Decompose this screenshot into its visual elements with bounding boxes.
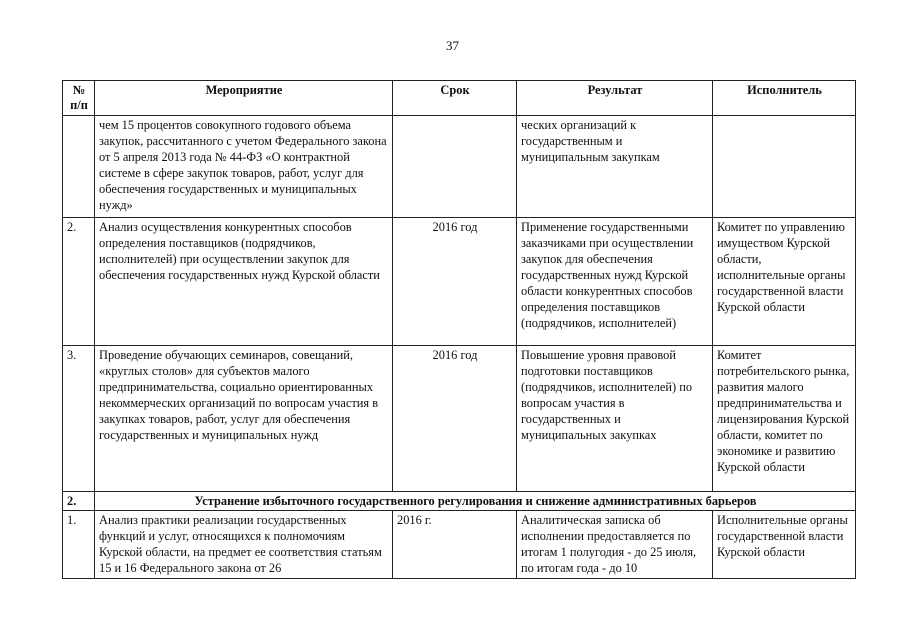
table-row bbox=[63, 346, 856, 492]
cell-result: Применение государственными заказчиками при осуществлении закупок для обеспечения государственных нужд Курской области конкурентных способов определения поставщиков (подрядчиков, исполнителей) bbox=[517, 218, 713, 346]
cell-activity: чем 15 процентов совокупного годового объема закупок, рассчитанного с учетом Федерального закона от 5 апреля 2013 года № 44-ФЗ «О контрактной системе в сфере закупок товаров, работ, услуг для обеспечения государственных и муниципальных нужд» bbox=[95, 116, 393, 218]
table-row bbox=[63, 116, 856, 218]
cell-result: ческих организаций к государственным и муниципальным закупкам bbox=[517, 116, 713, 218]
cell-number bbox=[63, 116, 95, 218]
page-number: 37 bbox=[446, 38, 459, 53]
header-activity: Мероприятие bbox=[95, 81, 393, 116]
header-number: № п/п bbox=[63, 81, 95, 116]
cell-activity: Анализ практики реализации государственных функций и услуг, относящихся к полномочиям Курской области, на предмет ее соответствия статьям 15 и 16 Федерального закона от 26 bbox=[95, 511, 393, 579]
cell-activity: Анализ осуществления конкурентных способов определения поставщиков (подрядчиков, исполнителей) при осуществлении закупок для обеспечения государственных нужд Курской области bbox=[95, 218, 393, 346]
header-term: Срок bbox=[393, 81, 517, 116]
cell-number: 2. bbox=[63, 218, 95, 346]
section-row bbox=[63, 492, 856, 511]
plan-table bbox=[62, 80, 856, 579]
section-title: Устранение избыточного государственного регулирования и снижение административных барьеров bbox=[95, 492, 856, 511]
cell-number: 1. bbox=[63, 511, 95, 579]
cell-term bbox=[393, 116, 517, 218]
header-executor: Исполнитель bbox=[713, 81, 856, 116]
cell-executor: Исполнительные органы государственной власти Курской области bbox=[713, 511, 856, 579]
cell-activity: Проведение обучающих семинаров, совещаний, «круглых столов» для субъектов малого предпринимательства, социально ориентированных некоммерческих организаций по вопросам участия в закупках товаров, работ, услуг для обеспечения государственных и муниципальных нужд bbox=[95, 346, 393, 492]
cell-result: Повышение уровня правовой подготовки поставщиков (подрядчиков, исполнителей) по вопросам участия в государственных и муниципальных закупках bbox=[517, 346, 713, 492]
cell-number: 3. bbox=[63, 346, 95, 492]
header-result: Результат bbox=[517, 81, 713, 116]
section-number: 2. bbox=[63, 492, 95, 511]
cell-result: Аналитическая записка об исполнении предоставляется по итогам 1 полугодия - до 25 июля, по итогам года - до 10 bbox=[517, 511, 713, 579]
cell-executor: Комитет по управлению имуществом Курской области, исполнительные органы государственной власти Курской области bbox=[713, 218, 856, 346]
table-header-row bbox=[63, 81, 856, 116]
table-row bbox=[63, 511, 856, 579]
cell-executor bbox=[713, 116, 856, 218]
table-row bbox=[63, 218, 856, 346]
cell-term: 2016 год bbox=[393, 218, 517, 346]
cell-term: 2016 год bbox=[393, 346, 517, 492]
cell-term: 2016 г. bbox=[393, 511, 517, 579]
cell-executor: Комитет потребительского рынка, развития малого предпринимательства и лицензирования Курской области, комитет по экономике и развитию Курской области bbox=[713, 346, 856, 492]
